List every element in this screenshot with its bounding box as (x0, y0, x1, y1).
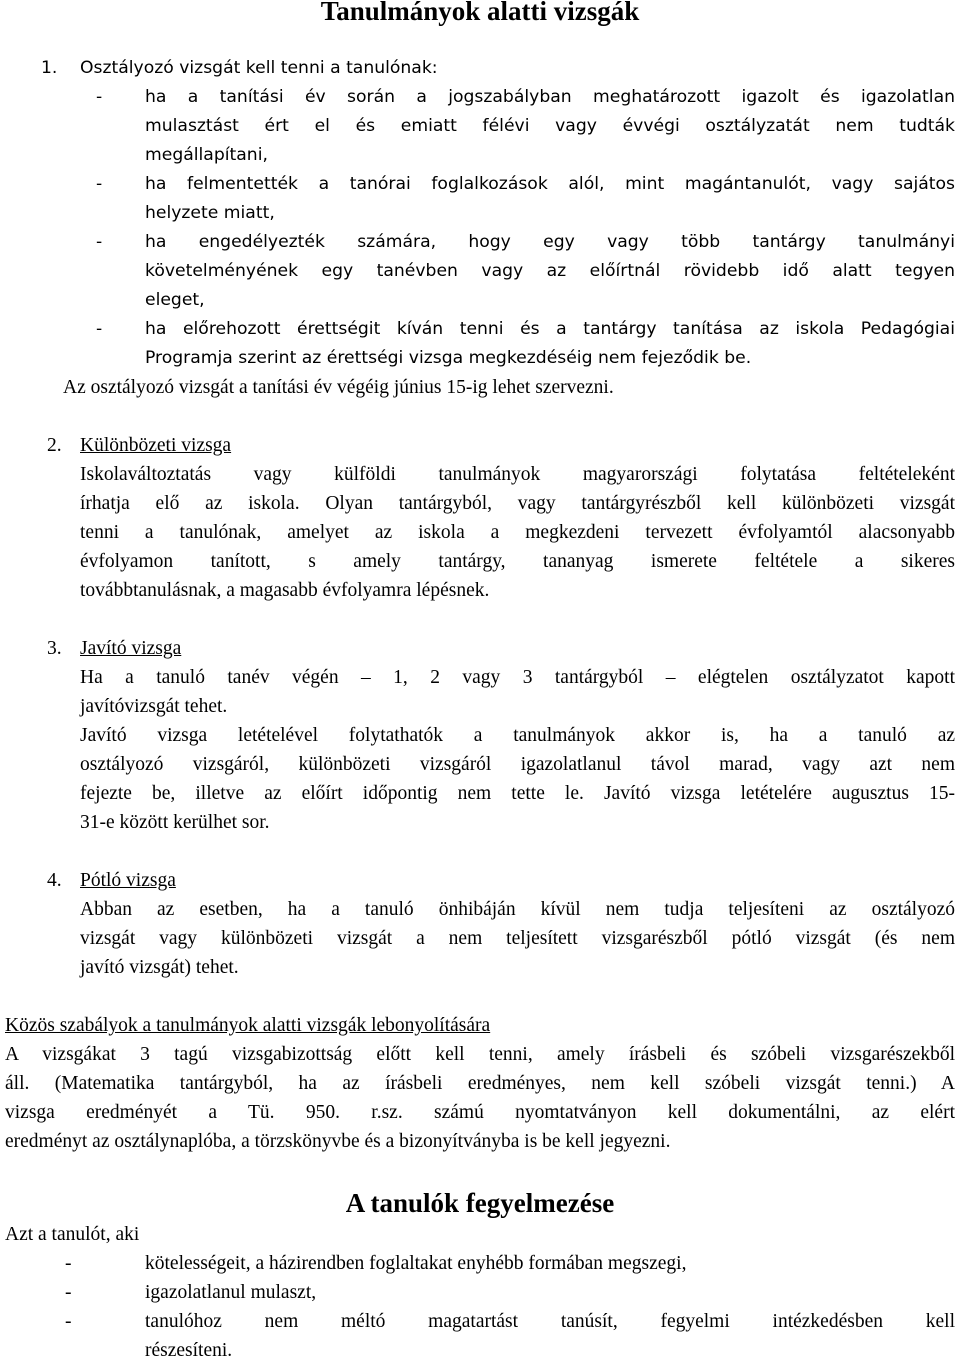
body-line: vizsga eredményét a Tü. 950. r.sz. számú nyomtatványon kell dokumentálni, az elért (5, 1102, 955, 1123)
section-4-number: 4. (47, 870, 62, 891)
list-item-line: Programja szerint az érettségi vizsga megkezdéséig nem fejeződik be. (145, 348, 752, 368)
list-item (145, 228, 955, 315)
section-3-number: 3. (47, 638, 62, 659)
list-item (145, 1278, 955, 1307)
list-item-line: megállapítani, (145, 145, 268, 165)
body-line: Abban az esetben, ha a tanuló önhibáján kívül nem tudja teljesíteni az osztályozó (80, 899, 955, 920)
list-item-line: igazolatlanul mulaszt, (145, 1282, 317, 1303)
list-bullet: - (96, 87, 103, 107)
list-item-line: mulasztást ért el és emiatt félévi vagy évvégi osztályzatát nem tudták (145, 116, 955, 136)
list-item-line: követelményének egy tanévben vagy az előírtnál rövidebb idő alatt tegyen (145, 261, 955, 281)
body-line: továbbtanulásnak, a magasabb évfolyamra lépésnek. (80, 580, 490, 601)
section-4-body (80, 895, 955, 982)
body-line: javító vizsgát) tehet. (80, 957, 239, 978)
discipline-intro: Azt a tanulót, aki (5, 1224, 140, 1245)
body-line: áll. (Matematika tantárgyból, ha az írásbeli eredményes, nem kell szóbeli vizsgát tenni.) A (5, 1073, 955, 1094)
list-item-line: ha engedélyezték számára, hogy egy vagy több tantárgy tanulmányi (145, 232, 955, 252)
list-item (145, 83, 955, 170)
section-2-body (80, 460, 955, 605)
body-line: fejezte be, illetve az előírt időpontig nem tette le. Javító vizsga letételére augusztus 15- (80, 783, 955, 804)
body-line: írhatja elő az iskola. Olyan tantárgyból, vagy tantárgyrészből kell különbözeti vizsgát (80, 493, 955, 514)
body-line: eredményt az osztálynaplóba, a törzskönyvbe és a bizonyítványba is be kell jegyezni. (5, 1131, 671, 1152)
body-line: Ha a tanuló tanév végén – 1, 2 vagy 3 tantárgyból – elégtelen osztályzatot kapott (80, 667, 955, 688)
list-item-line: helyzete miatt, (145, 203, 275, 223)
list-bullet: - (96, 319, 103, 339)
list-item-line: eleget, (145, 290, 205, 310)
list-item (145, 1307, 955, 1365)
body-line: évfolyamon tanított, s amely tantárgy, tananyag ismerete feltétele a sikeres (80, 551, 955, 572)
section-1-heading: Osztályozó vizsgát kell tenni a tanulónak: (80, 58, 438, 78)
list-item-line: ha a tanítási év során a jogszabályban meghatározott igazolt és igazolatlan (145, 87, 955, 107)
section-2-number: 2. (47, 435, 62, 456)
body-line: Javító vizsga letételével folytathatók a tanulmányok akkor is, ha a tanuló az (80, 725, 955, 746)
common-rules-heading: Közös szabályok a tanulmányok alatti vizsgák lebonyolítására (5, 1015, 491, 1036)
list-item-line: ha felmentették a tanórai foglalkozások alól, mint magántanulót, vagy sajátos (145, 174, 955, 194)
section-title: A tanulók fegyelmezése (345, 1188, 615, 1218)
list-item (145, 170, 955, 228)
section-1-number: 1. (41, 58, 58, 78)
list-item (145, 315, 955, 373)
body-line: Iskolaváltoztatás vagy külföldi tanulmányok magyarországi folytatása feltételeként (80, 464, 955, 485)
section-3-paragraph-2 (80, 721, 955, 837)
list-item-line: kötelességeit, a házirendben foglaltakat enyhébb formában megszegi, (145, 1253, 687, 1274)
page-title: Tanulmányok alatti vizsgák (320, 0, 640, 26)
body-line: vizsgát vagy különbözeti vizsgát a nem teljesített vizsgarészből pótló vizsgát (és nem (80, 928, 955, 949)
list-item (145, 1249, 955, 1278)
list-item-line: ha előrehozott érettségit kíván tenni és a tantárgy tanítása az iskola Pedagógiai (145, 319, 955, 339)
section-2-heading: Különbözeti vizsga (80, 435, 232, 456)
body-line: A vizsgákat 3 tagú vizsgabizottság előtt kell tenni, amely írásbeli és szóbeli vizsgarészekből (5, 1044, 955, 1065)
list-item-line: tanulóhoz nem méltó magatartást tanúsít, fegyelmi intézkedésben kell (145, 1311, 955, 1332)
list-bullet: - (96, 174, 103, 194)
body-line: tenni a tanulónak, amelyet az iskola a megkezdeni tervezett évfolyamtól alacsonyabb (80, 522, 955, 543)
section-4-heading: Pótló vizsga (80, 870, 176, 891)
list-bullet: - (65, 1253, 72, 1274)
body-line: osztályozó vizsgáról, különbözeti vizsgáról igazolatlanul távol marad, vagy azt nem (80, 754, 955, 775)
body-line: 31-e között kerülhet sor. (80, 812, 270, 833)
list-item-line: részesíteni. (145, 1340, 233, 1361)
list-bullet: - (96, 232, 103, 252)
list-bullet: - (65, 1311, 72, 1332)
list-bullet: - (65, 1282, 72, 1303)
body-line: javítóvizsgát tehet. (80, 696, 228, 717)
section-3-paragraph-1 (80, 663, 955, 721)
section-1-footer: Az osztályozó vizsgát a tanítási év végéig június 15-ig lehet szervezni. (63, 377, 614, 398)
section-3-heading: Javító vizsga (80, 638, 182, 659)
common-rules-body (5, 1040, 955, 1156)
